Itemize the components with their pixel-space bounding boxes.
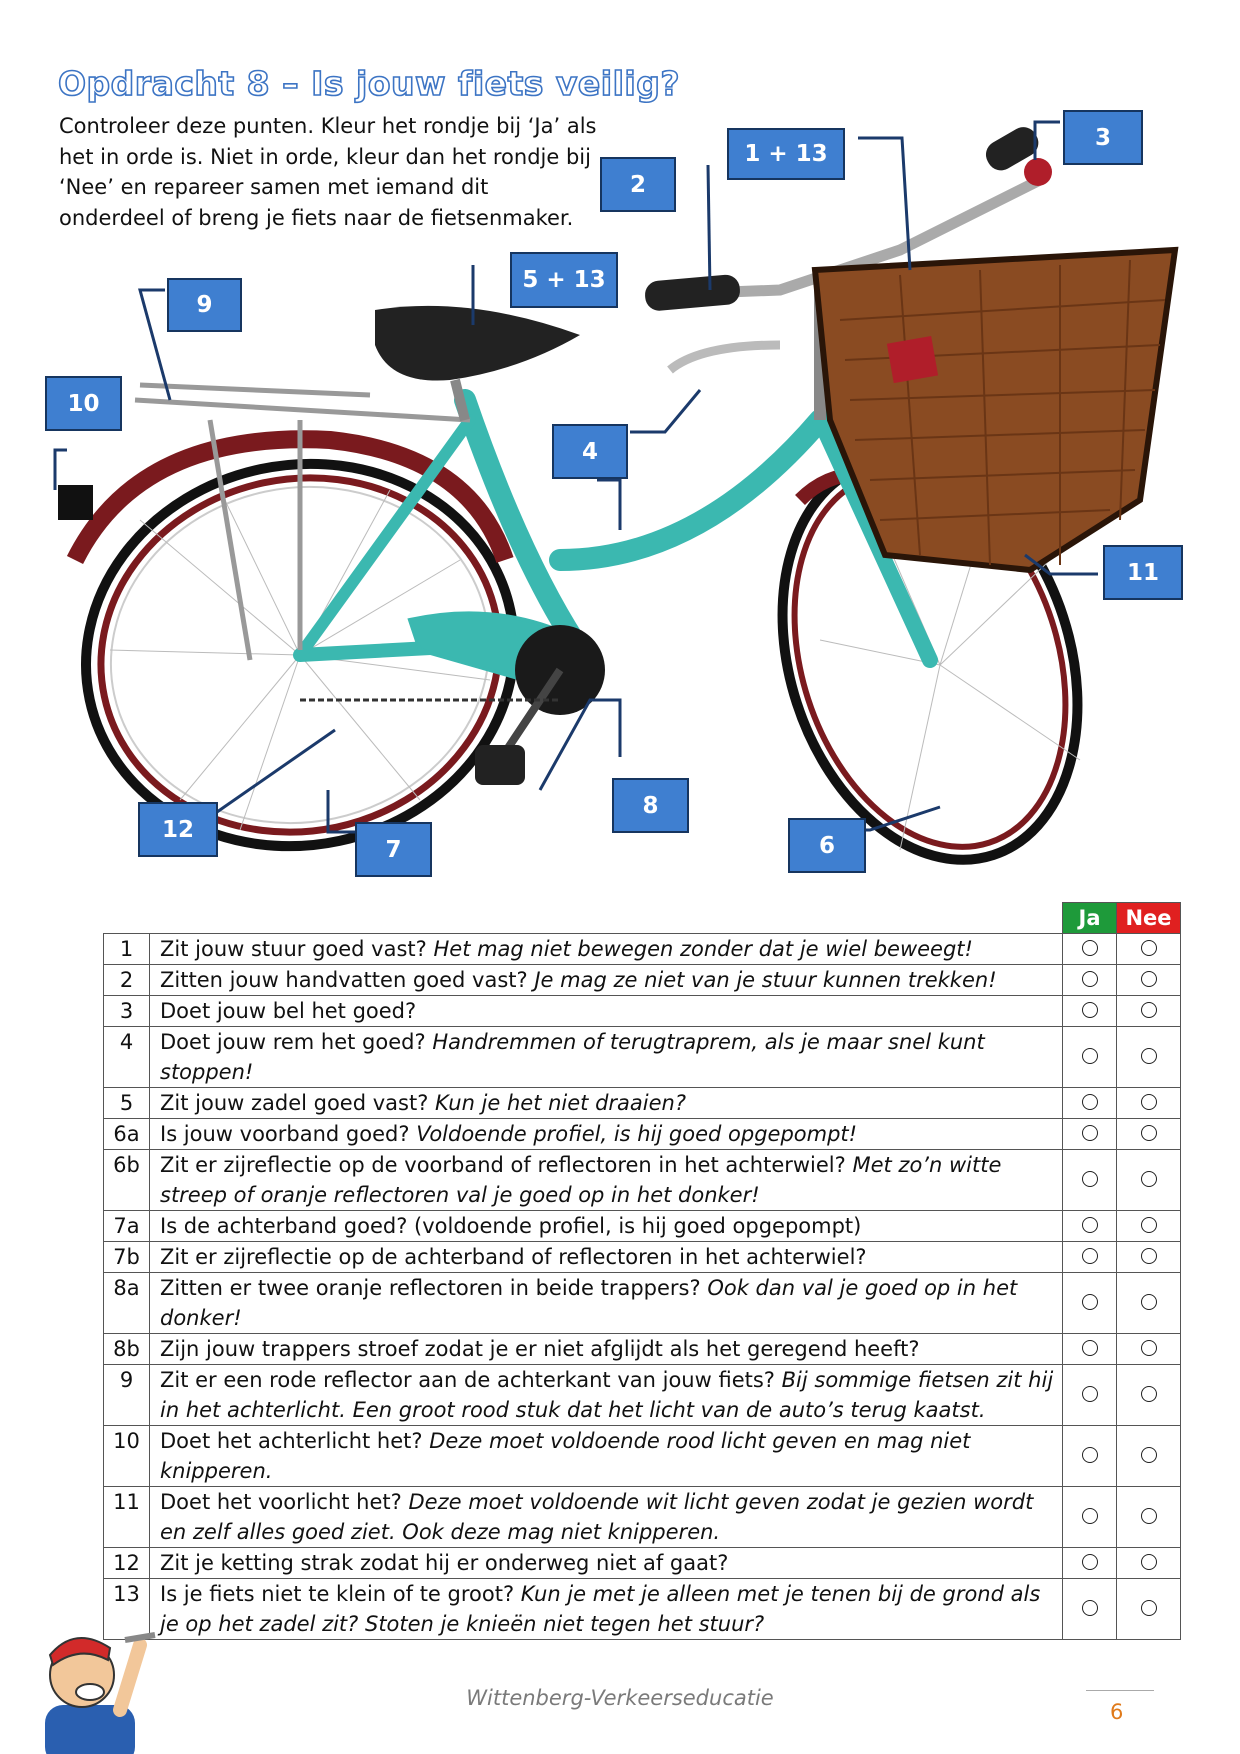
question-hint: Het mag niet bewegen zonder dat je wiel beweegt! <box>433 937 973 961</box>
row-number: 1 <box>104 934 150 965</box>
nee-radio[interactable] <box>1141 1554 1157 1570</box>
question-hint: Voldoende profiel, is hij goed opgepompt! <box>416 1122 858 1146</box>
table-row <box>104 1334 1181 1365</box>
question-text: Zit jouw zadel goed vast? <box>160 1091 429 1115</box>
row-question-cell <box>150 965 1063 996</box>
nee-radio[interactable] <box>1141 1340 1157 1356</box>
nee-cell <box>1117 1119 1181 1150</box>
nee-cell <box>1117 1150 1181 1211</box>
question-text: Zitten er twee oranje reflectoren in beide trappers? <box>160 1276 701 1300</box>
table-row <box>104 1426 1181 1487</box>
ja-cell <box>1063 1365 1117 1426</box>
ja-radio[interactable] <box>1082 1094 1098 1110</box>
bicycle-illustration <box>0 100 1240 880</box>
ja-radio[interactable] <box>1082 1386 1098 1402</box>
row-number: 4 <box>104 1027 150 1088</box>
table-row <box>104 1119 1181 1150</box>
page-number-rule <box>1086 1690 1154 1691</box>
question-text: Zit er zijreflectie op de voorband of reflectoren in het achterwiel? <box>160 1153 846 1177</box>
ja-radio[interactable] <box>1082 1294 1098 1310</box>
label-2: 2 <box>600 157 676 212</box>
ja-cell <box>1063 1211 1117 1242</box>
table-row <box>104 1211 1181 1242</box>
ja-cell <box>1063 1242 1117 1273</box>
nee-radio[interactable] <box>1141 1002 1157 1018</box>
row-question-cell <box>150 934 1063 965</box>
label-5-13: 5 + 13 <box>510 252 618 308</box>
question-text: Zitten jouw handvatten goed vast? <box>160 968 528 992</box>
nee-cell <box>1117 934 1181 965</box>
nee-cell <box>1117 1487 1181 1548</box>
question-hint: Bij sommige fietsen zit hij in het achterlicht. Een groot rood stuk dat het licht van de auto’s terug kaatst. <box>160 1368 1054 1422</box>
nee-radio[interactable] <box>1141 1094 1157 1110</box>
label-11: 11 <box>1103 545 1183 600</box>
pedal <box>475 745 525 785</box>
question-text: Zijn jouw trappers stroef zodat je er niet afglijdt als het geregend heeft? <box>160 1337 920 1361</box>
question-hint: Ook dan val je goed op in het donker! <box>160 1276 1018 1330</box>
label-9: 9 <box>167 278 242 332</box>
row-number: 5 <box>104 1088 150 1119</box>
table-row <box>104 1273 1181 1334</box>
ja-cell <box>1063 1150 1117 1211</box>
intro-line: Controleer deze punten. Kleur het rondje bij ‘Ja’ als <box>59 114 597 138</box>
ja-cell <box>1063 934 1117 965</box>
intro-line: het in orde is. Niet in orde, kleur dan het rondje bij <box>59 144 591 169</box>
ja-cell <box>1063 1088 1117 1119</box>
ja-header: Ja <box>1063 903 1117 934</box>
nee-cell <box>1117 1088 1181 1119</box>
question-hint: Kun je met je alleen met je tenen bij de grond als je op het zadel zit? Stoten je knieën niet tegen het stuur? <box>160 1582 1041 1636</box>
table-row <box>104 934 1181 965</box>
row-number: 9 <box>104 1365 150 1426</box>
ja-radio[interactable] <box>1082 1002 1098 1018</box>
question-text: Doet jouw bel het goed? <box>160 999 417 1023</box>
question-hint: Met zo’n witte streep of oranje reflectoren val je goed op in het donker! <box>160 1153 1002 1207</box>
label-7: 7 <box>355 822 432 877</box>
nee-radio[interactable] <box>1141 1248 1157 1264</box>
table-row <box>104 1088 1181 1119</box>
nee-radio[interactable] <box>1141 1600 1157 1616</box>
row-question-cell <box>150 1334 1063 1365</box>
question-hint: Deze moet voldoende rood licht geven en mag niet knipperen. <box>160 1429 971 1483</box>
nee-cell <box>1117 1242 1181 1273</box>
ja-cell <box>1063 1273 1117 1334</box>
ja-radio[interactable] <box>1082 971 1098 987</box>
ja-cell <box>1063 1334 1117 1365</box>
intro-line: ‘Nee’ en repareer samen met iemand dit <box>59 175 489 199</box>
nee-cell <box>1117 1027 1181 1088</box>
nee-radio[interactable] <box>1141 1048 1157 1064</box>
row-question-cell <box>150 1088 1063 1119</box>
ja-cell <box>1063 1119 1117 1150</box>
nee-cell <box>1117 1334 1181 1365</box>
row-number: 2 <box>104 965 150 996</box>
table-row <box>104 1027 1181 1088</box>
mechanic-mascot <box>20 1600 170 1754</box>
nee-cell <box>1117 1579 1181 1640</box>
nee-radio[interactable] <box>1141 940 1157 956</box>
ja-cell <box>1063 1548 1117 1579</box>
row-question-cell <box>150 1487 1063 1548</box>
row-number: 7a <box>104 1211 150 1242</box>
row-question-cell <box>150 996 1063 1027</box>
question-text: Doet het voorlicht het? <box>160 1490 402 1514</box>
nee-radio[interactable] <box>1141 1125 1157 1141</box>
question-text: Zit er zijreflectie op de achterband of reflectoren in het achterwiel? <box>160 1245 867 1269</box>
nee-cell <box>1117 1365 1181 1426</box>
footer-text: Wittenberg-Verkeerseducatie <box>466 1686 774 1710</box>
question-text: Zit jouw stuur goed vast? <box>160 937 427 961</box>
nee-radio[interactable] <box>1141 1447 1157 1463</box>
table-row <box>104 965 1181 996</box>
page-title: Opdracht 8 – Is jouw fiets veilig? <box>58 64 681 103</box>
ja-radio[interactable] <box>1082 1447 1098 1463</box>
row-question-cell <box>150 1211 1063 1242</box>
table-row <box>104 1487 1181 1548</box>
table-row <box>104 1365 1181 1426</box>
ja-cell <box>1063 1426 1117 1487</box>
front-basket <box>815 250 1175 570</box>
label-1-13: 1 + 13 <box>727 128 845 180</box>
ja-cell <box>1063 996 1117 1027</box>
question-text: Doet jouw rem het goed? <box>160 1030 426 1054</box>
nee-cell <box>1117 1211 1181 1242</box>
nee-cell <box>1117 1273 1181 1334</box>
row-question-cell <box>150 1242 1063 1273</box>
question-hint: Je mag ze niet van je stuur kunnen trekken! <box>534 968 997 992</box>
table-row <box>104 1150 1181 1211</box>
row-number: 12 <box>104 1548 150 1579</box>
row-question-cell <box>150 1273 1063 1334</box>
ja-radio[interactable] <box>1082 940 1098 956</box>
nee-cell <box>1117 1548 1181 1579</box>
row-number: 6b <box>104 1150 150 1211</box>
row-number: 7b <box>104 1242 150 1273</box>
nee-header: Nee <box>1117 903 1181 934</box>
ja-radio[interactable] <box>1082 1600 1098 1616</box>
row-number: 13 <box>104 1579 150 1640</box>
label-8: 8 <box>612 778 689 833</box>
nee-radio[interactable] <box>1141 1386 1157 1402</box>
intro-line: onderdeel of breng je fiets naar de fietsenmaker. <box>59 205 574 230</box>
label-3: 3 <box>1063 110 1143 165</box>
row-question-cell <box>150 1548 1063 1579</box>
nee-radio[interactable] <box>1141 1294 1157 1310</box>
checklist-table <box>103 902 1181 1640</box>
saddle <box>375 306 580 381</box>
table-header-row <box>104 903 1181 934</box>
question-hint: Kun je het niet draaien? <box>435 1091 687 1115</box>
row-question-cell <box>150 1365 1063 1426</box>
table-row <box>104 996 1181 1027</box>
question-text: Is jouw voorband goed? <box>160 1122 410 1146</box>
question-hint: Deze moet voldoende wit licht geven zodat je gezien wordt en zelf alles goed ziet. Ook deze mag niet knipperen. <box>160 1490 1034 1544</box>
page-number: 6 <box>1110 1700 1124 1724</box>
question-text: Is de achterband goed? (voldoende profiel, is hij goed opgepompt) <box>160 1214 862 1238</box>
row-number: 8b <box>104 1334 150 1365</box>
ja-radio[interactable] <box>1082 1508 1098 1524</box>
question-text: Zit er een rode reflector aan de achterkant van jouw fiets? <box>160 1368 775 1392</box>
nee-radio[interactable] <box>1141 971 1157 987</box>
ja-cell <box>1063 1027 1117 1088</box>
ja-cell <box>1063 1487 1117 1548</box>
question-text: Doet het achterlicht het? <box>160 1429 423 1453</box>
row-number: 11 <box>104 1487 150 1548</box>
row-number: 8a <box>104 1273 150 1334</box>
ja-cell <box>1063 965 1117 996</box>
ja-radio[interactable] <box>1082 1171 1098 1187</box>
ja-radio[interactable] <box>1082 1554 1098 1570</box>
label-4: 4 <box>552 424 628 479</box>
table-row <box>104 1242 1181 1273</box>
row-number: 3 <box>104 996 150 1027</box>
row-number: 6a <box>104 1119 150 1150</box>
rear-light <box>58 485 93 520</box>
question-text: Is je fiets niet te klein of te groot? <box>160 1582 515 1606</box>
ja-radio[interactable] <box>1082 1048 1098 1064</box>
question-text: Zit je ketting strak zodat hij er onderweg niet af gaat? <box>160 1551 729 1575</box>
label-10: 10 <box>45 376 122 431</box>
ja-cell <box>1063 1579 1117 1640</box>
row-question-cell <box>150 1426 1063 1487</box>
nee-cell <box>1117 965 1181 996</box>
row-number: 10 <box>104 1426 150 1487</box>
nee-cell <box>1117 1426 1181 1487</box>
row-question-cell <box>150 1579 1063 1640</box>
table-row <box>104 1548 1181 1579</box>
question-hint: Handremmen of terugtraprem, als je maar snel kunt stoppen! <box>160 1030 985 1084</box>
nee-radio[interactable] <box>1141 1508 1157 1524</box>
nee-cell <box>1117 996 1181 1027</box>
ja-radio[interactable] <box>1082 1340 1098 1356</box>
row-question-cell <box>150 1027 1063 1088</box>
ja-radio[interactable] <box>1082 1217 1098 1233</box>
table-row <box>104 1579 1181 1640</box>
row-question-cell <box>150 1150 1063 1211</box>
nee-radio[interactable] <box>1141 1217 1157 1233</box>
label-12: 12 <box>138 802 218 857</box>
nee-radio[interactable] <box>1141 1171 1157 1187</box>
row-question-cell <box>150 1119 1063 1150</box>
ja-radio[interactable] <box>1082 1248 1098 1264</box>
ja-radio[interactable] <box>1082 1125 1098 1141</box>
label-6: 6 <box>788 818 866 873</box>
